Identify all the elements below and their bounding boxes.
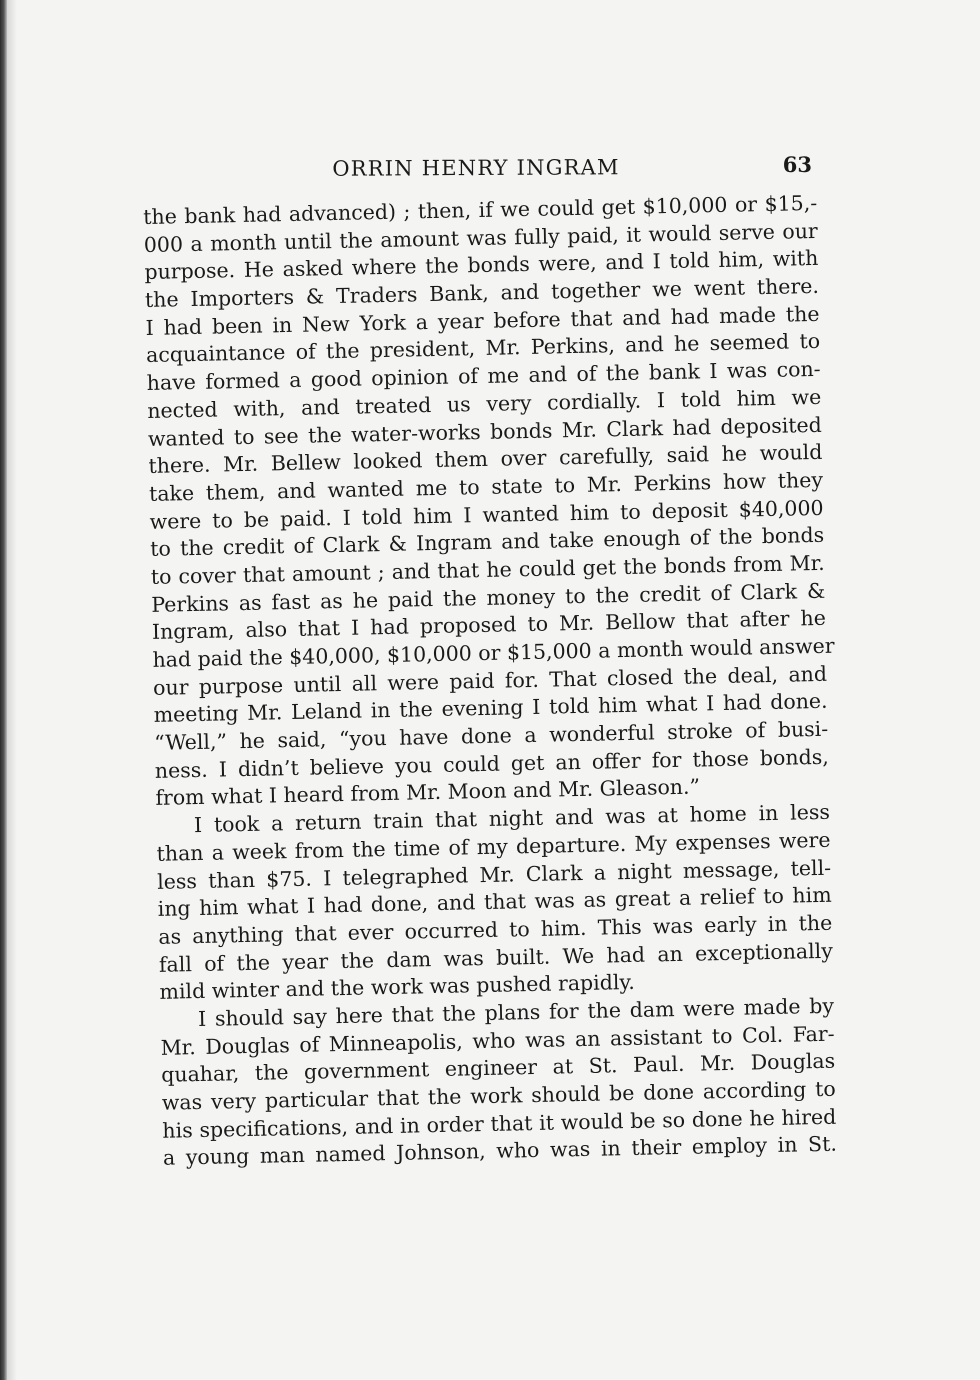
book-spine-edge [0,0,7,1380]
text-line: fall of the year the dam was built. We had an exceptionally [158,938,834,977]
body-text [143,190,837,1173]
text-line: to the credit of Clark & Ingram and take enough of the bonds [149,523,825,562]
text-line: ing him what I had done, and that was as great a relief to him [157,882,832,922]
text-line: the Importers & Traders Bank, and together we went there. [144,273,820,313]
text-line: wanted to see the water-works bonds Mr. Clark had deposited [147,412,823,451]
text-line: a young man named Johnson, who was in their employ in St. [162,1132,838,1171]
text-line: his specifications, and in order that it would be so done he hired [162,1104,837,1143]
text-line: to cover that amount ; and that he could get the bonds from Mr. [150,550,825,589]
running-title: ORRIN HENRY INGRAM [332,155,620,181]
page-number: 63 [782,152,812,177]
text-line: were to be paid. I told him I wanted him to deposit $40,000 [149,495,824,534]
text-line: I should say here that the plans for the dam were made by [197,993,835,1031]
text-line: the bank had advanced) ; then, if we could get $10,000 or $15,- [143,190,818,229]
text-line: less than $75. I telegraphed Mr. Clark a night message, tell- [156,855,832,894]
text-line: ness. I didn’t believe you could get an offer for those bonds, [154,744,829,783]
gutter-shadow [7,0,17,1380]
text-line: Perkins as fast as he paid the money to the credit of Clark & [151,578,826,617]
text-line: I had been in New York a year before that and had made the [145,301,820,340]
page-header [140,152,812,186]
text-line: mild winter and the work was pushed rapidly. [159,970,635,1005]
text-line: meeting Mr. Leland in the evening I told him what I had done. [153,689,828,728]
text-line: acquaintance of the president, Mr. Perkins, and he seemed to [145,329,821,368]
text-line: purpose. He asked where the bonds were, and I told him, with [144,246,819,285]
text-line: quahar, the government engineer at St. Paul. Mr. Douglas [160,1049,836,1088]
text-line: was very particular that the work should be done according to [161,1076,836,1115]
text-line: had paid the $40,000, $10,000 or $15,000 a month would answer [152,633,835,672]
text-line: nected with, and treated us very cordially. I told him we [147,384,822,423]
text-line: as anything that ever occurred to him. This was early in the [158,910,833,949]
text-line: have formed a good opinion of me and of the bank I was con- [146,356,821,396]
text-line: than a week from the time of my departure. My expenses were [156,827,831,866]
text-line: “Well,” he said, “you have done a wonderful stroke of busi- [154,716,829,755]
text-line: there. Mr. Bellew looked them over carefully, said he would [148,440,823,479]
text-line: I took a return train that night and was at home in less [193,799,831,838]
text-line: our purpose until all were paid for. That closed the deal, and [152,661,828,700]
text-line: take them, and wanted me to state to Mr. Perkins how they [148,467,824,506]
text-line: 000 a month until the amount was fully paid, it would serve our [143,218,818,257]
text-line: Mr. Douglas of Minneapolis, who was an assistant to Col. Far- [160,1021,835,1060]
text-line: Ingram, also that I had proposed to Mr. Bellow that after he [151,606,827,645]
text-line: from what I heard from Mr. Moon and Mr. Gleason.” [155,774,701,811]
